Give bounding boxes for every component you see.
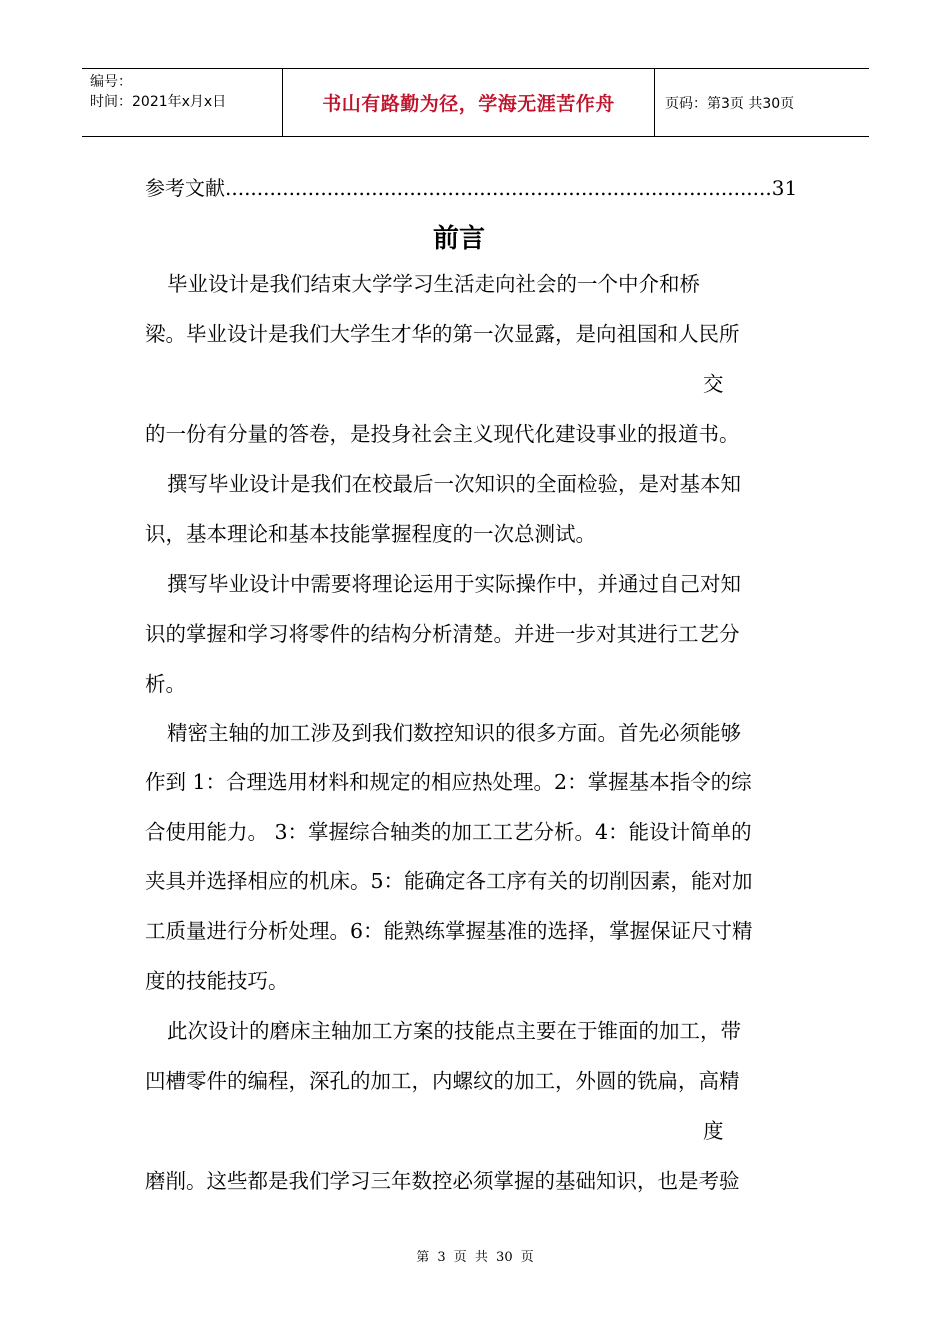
body-line: 的一份有分量的答卷，是投身社会主义现代化建设事业的报道书。 <box>145 422 740 446</box>
header-page-info: 页码：第3页 共30页 <box>665 95 795 112</box>
page-footer: 第 3 页 共 30 页 <box>416 1250 534 1265</box>
body-line: 析。 <box>145 672 186 696</box>
body-line: 凹槽零件的编程，深孔的加工，内螺纹的加工，外圆的铣扁，高精 <box>145 1069 740 1093</box>
body-line: 识，基本理论和基本技能掌握程度的一次总测试。 <box>145 522 596 546</box>
body-line: 此次设计的磨床主轴加工方案的技能点主要在于锥面的加工，带 <box>167 1019 741 1043</box>
body-line: 度 <box>703 1119 724 1143</box>
body-line: 精密主轴的加工涉及到我们数控知识的很多方面。首先必须能够 <box>167 721 741 745</box>
body-line: 梁。毕业设计是我们大学生才华的第一次显露，是向祖国和人民所 <box>145 322 740 346</box>
toc-references-line: 参考文献......................................................................................31 <box>145 176 798 200</box>
body-line: 撰写毕业设计是我们在校最后一次知识的全面检验，是对基本知 <box>167 472 741 496</box>
header-number-label: 编号： <box>90 74 132 90</box>
page-header <box>82 68 869 137</box>
header-time-label: 时间：2021年x月x日 <box>90 94 227 110</box>
body-line: 度的技能技巧。 <box>145 969 289 993</box>
body-line: 夹具并选择相应的机床。5：能确定各工序有关的切削因素，能对加 <box>145 869 753 893</box>
body-line: 毕业设计是我们结束大学学习生活走向社会的一个中介和桥 <box>167 272 700 296</box>
body-line: 识的掌握和学习将零件的结构分析清楚。并进一步对其进行工艺分 <box>145 622 740 646</box>
body-line: 工质量进行分析处理。6：能熟练掌握基准的选择，掌握保证尺寸精 <box>145 919 753 943</box>
body-line: 交 <box>703 372 724 396</box>
body-line: 磨削。这些都是我们学习三年数控必须掌握的基础知识，也是考验 <box>145 1169 740 1193</box>
body-line: 作到 1：合理选用材料和规定的相应热处理。2：掌握基本指令的综 <box>145 770 752 794</box>
body-line: 合使用能力。 3：掌握综合轴类的加工工艺分析。4：能设计简单的 <box>145 820 752 844</box>
section-title: 前言 <box>432 224 485 254</box>
header-motto: 书山有路勤为径，学海无涯苦作舟 <box>282 69 655 136</box>
header-meta <box>82 69 282 136</box>
body-line: 撰写毕业设计中需要将理论运用于实际操作中，并通过自己对知 <box>167 572 741 596</box>
